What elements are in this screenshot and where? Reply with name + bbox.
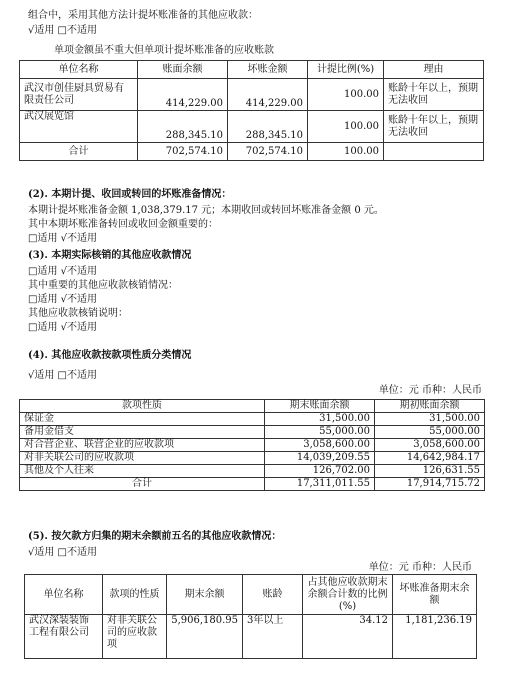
ending-balance: 14,039,209.55 (265, 452, 375, 465)
header-cell: 期末账面余额 (265, 400, 375, 413)
header-cell: 占其他应收款期末余额合计数的比例(%) (303, 575, 393, 615)
total-label: 合计 (20, 143, 138, 161)
unit-label: 单位：元 币种：人民币 (368, 562, 472, 573)
header-cell: 账龄 (243, 575, 303, 615)
bad-debt-amount: 288,345.10 (228, 111, 308, 143)
table-row (20, 439, 485, 452)
ratio: 100.00 (308, 111, 384, 143)
ending-balance: 31,500.00 (265, 413, 375, 426)
bad-debt-provision: 1,181,236.19 (393, 615, 477, 659)
header-cell: 计提比例(%) (308, 61, 384, 79)
section2-line: 本期计提坏账准备金额 1,038,379.17 元；本期收回或转回坏账准备金额 0 元。 (28, 205, 384, 216)
bad-debt-table (19, 60, 484, 161)
section2-applicable: □适用 √不适用 (28, 233, 97, 244)
header-cell: 款项的性质 (103, 575, 167, 615)
section3-applicable: □适用 √不适用 (28, 294, 97, 305)
ending-balance: 126,702.00 (265, 465, 375, 478)
header-cell: 期末余额 (167, 575, 243, 615)
book-balance: 702,574.10 (138, 143, 228, 161)
section3-line: 其他应收款核销说明： (28, 308, 128, 319)
opening-balance: 31,500.00 (375, 413, 485, 426)
nature-cell: 其他及个人往来 (20, 465, 265, 478)
header-cell: 款项性质 (20, 400, 265, 413)
opening-balance: 3,058,600.00 (375, 439, 485, 452)
top-five-table (24, 574, 477, 659)
table-row-total (20, 143, 484, 161)
section3-applicable: □适用 √不适用 (28, 266, 97, 277)
ending-balance: 55,000.00 (265, 426, 375, 439)
receivable-nature-table (19, 399, 485, 491)
total-label: 合计 (20, 478, 265, 491)
section3-applicable: □适用 √不适用 (28, 322, 97, 333)
company-name: 武汉市创佳厨具贸易有限责任公司 (20, 79, 138, 111)
section2-line: 其中本期坏账准备转回或收回金额重要的： (28, 219, 218, 230)
section4-applicable: √适用 □不适用 (28, 370, 97, 381)
table-row (20, 452, 485, 465)
table-row (20, 413, 485, 426)
section3-line: 其中重要的其他应收款核销情况： (28, 280, 178, 291)
header-cell: 单位名称 (20, 61, 138, 79)
company-name: 武汉展览馆 (20, 111, 138, 143)
table-row-total (20, 478, 485, 491)
bad-debt-amount: 414,229.00 (228, 79, 308, 111)
ending-balance: 3,058,600.00 (265, 439, 375, 452)
nature-cell: 保证金 (20, 413, 265, 426)
intro-applicable: √适用 □不适用 (28, 25, 97, 36)
table-row (20, 426, 485, 439)
nature-cell: 对非关联公司的应收款项 (20, 452, 265, 465)
header-cell: 坏账金额 (228, 61, 308, 79)
ratio: 34.12 (303, 615, 393, 659)
table-row (20, 79, 484, 111)
unit-label: 单位：元 币种：人民币 (378, 385, 482, 396)
header-cell: 期初账面余额 (375, 400, 485, 413)
book-balance: 414,229.00 (138, 79, 228, 111)
nature-cell: 对合营企业、联营企业的应收款项 (20, 439, 265, 452)
header-cell: 理由 (384, 61, 484, 79)
ending-balance: 17,311,011.55 (265, 478, 375, 491)
nature: 对非关联公司的应收款项 (103, 615, 167, 659)
header-cell: 坏账准备期末余额 (393, 575, 477, 615)
reason: 账龄十年以上，预期无法收回 (384, 79, 484, 111)
section5-applicable: √适用 □不适用 (28, 547, 97, 558)
reason: 账龄十年以上，预期无法收回 (384, 111, 484, 143)
opening-balance: 17,914,715.72 (375, 478, 485, 491)
intro-line: 组合中，采用其他方法计提坏账准备的其他应收款： (28, 10, 258, 21)
section5-title: (5). 按欠款方归集的期末余额前五名的其他应收款情况： (28, 531, 282, 542)
opening-balance: 55,000.00 (375, 426, 485, 439)
opening-balance: 126,631.55 (375, 465, 485, 478)
bad-debt-amount: 702,574.10 (228, 143, 308, 161)
table-row (25, 615, 477, 659)
table-row (20, 111, 484, 143)
company-name: 武汉深装装饰工程有限公司 (25, 615, 103, 659)
aging: 3年以上 (243, 615, 303, 659)
section4-title: (4). 其他应收款按款项性质分类情况 (28, 350, 192, 361)
table1-title: 单项金额虽不重大但单项计提坏账准备的应收账款 (54, 45, 274, 56)
section2-title: (2). 本期计提、收回或转回的坏账准备情况： (28, 189, 232, 200)
section3-title: (3). 本期实际核销的其他应收款情况 (28, 250, 192, 261)
header-cell: 账面余额 (138, 61, 228, 79)
nature-cell: 备用金借支 (20, 426, 265, 439)
reason (384, 143, 484, 161)
opening-balance: 14,642,984.17 (375, 452, 485, 465)
ratio: 100.00 (308, 79, 384, 111)
table-row (20, 465, 485, 478)
ending-balance: 5,906,180.95 (167, 615, 243, 659)
book-balance: 288,345.10 (138, 111, 228, 143)
ratio: 100.00 (308, 143, 384, 161)
header-cell: 单位名称 (25, 575, 103, 615)
